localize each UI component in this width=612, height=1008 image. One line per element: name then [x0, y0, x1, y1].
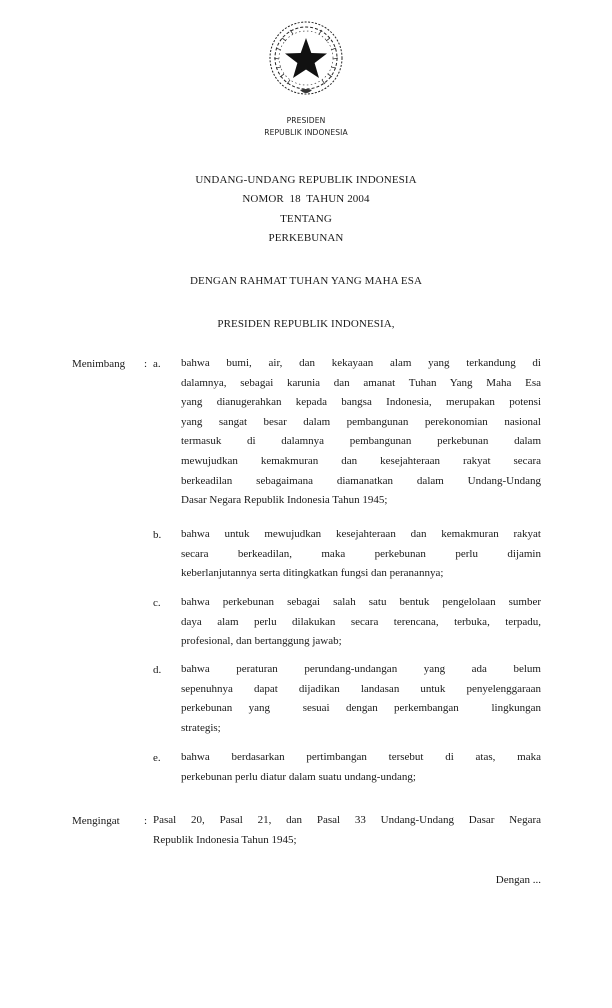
law-about: TENTANG — [280, 213, 332, 225]
menimbang-colon: : — [144, 358, 148, 370]
menimbang-item-c — [181, 593, 541, 652]
law-title: UNDANG-UNDANG REPUBLIK INDONESIA — [195, 174, 417, 186]
text-line: bahwa perkebunan sebagai salah satu bentuk pengelolaan sumber — [181, 596, 541, 608]
header-president: PRESIDEN — [286, 116, 326, 125]
text-line: yang dianugerahkan kepada bangsa Indonesia, merupakan potensi — [181, 396, 541, 409]
text-line: daya alam perlu dilakukan secara terencana, terbuka, terpadu, — [181, 615, 541, 628]
item-marker-a: a. — [153, 358, 161, 370]
text-line: perkebunan yang sesuai dengan perkembangan lingkungan — [181, 702, 541, 715]
menimbang-label: Menimbang — [72, 358, 126, 370]
invocation: DENGAN RAHMAT TUHAN YANG MAHA ESA — [190, 275, 422, 287]
item-marker-b: b. — [153, 529, 162, 541]
text-line: Republik Indonesia Tahun 1945; — [153, 833, 297, 846]
text-line: berkeadilan sebagaimana diamanatkan dalam Undang-Undang — [181, 474, 541, 487]
mengingat-label: Mengingat — [72, 815, 120, 827]
text-line: Dasar Negara Republik Indonesia Tahun 1945; — [181, 494, 388, 507]
law-number: NOMOR 18 TAHUN 2004 — [242, 193, 370, 205]
state-emblem — [266, 18, 346, 100]
text-line: strategis; — [181, 721, 221, 734]
text-line: termasuk di dalamnya pembangunan perkebunan dalam — [181, 435, 541, 448]
menimbang-item-b — [181, 525, 541, 584]
menimbang-item-a — [181, 354, 541, 511]
enactor: PRESIDEN REPUBLIK INDONESIA, — [217, 318, 395, 330]
text-line: perkebunan perlu diatur dalam suatu undang-undang; — [181, 770, 416, 783]
text-line: secara berkeadilan, maka perkebunan perlu dijamin — [181, 547, 541, 560]
continuation-text: Dengan ... — [495, 874, 541, 886]
item-marker-e: e. — [153, 752, 161, 764]
star-wreath-icon — [266, 18, 346, 100]
text-line: bahwa berdasarkan pertimbangan tersebut di atas, maka — [181, 751, 541, 763]
mengingat-colon: : — [144, 815, 148, 827]
text-line: yang sangat besar dalam pembangunan perekonomian nasional — [181, 415, 541, 428]
text-line: Pasal 20, Pasal 21, dan Pasal 33 Undang-Undang Dasar Negara — [153, 814, 541, 826]
text-line: dalamnya, sebagai karunia dan amanat Tuhan Yang Maha Esa — [181, 376, 541, 389]
text-line: bahwa untuk mewujudkan kesejahteraan dan kemakmuran rakyat — [181, 528, 541, 540]
text-line: bahwa bumi, air, dan kekayaan alam yang terkandung di — [181, 357, 541, 369]
law-subject: PERKEBUNAN — [268, 232, 344, 244]
mengingat-text — [153, 811, 541, 850]
item-marker-c: c. — [153, 597, 161, 609]
menimbang-item-e — [181, 748, 541, 787]
text-line: keberlanjutannya serta ditingkatkan fungsi dan peranannya; — [181, 567, 444, 580]
text-line: sepenuhnya dapat dijadikan landasan untuk penyelenggaraan — [181, 682, 541, 695]
text-line: bahwa peraturan perundang-undangan yang ada belum — [181, 663, 541, 675]
menimbang-item-d — [181, 660, 541, 738]
header-republic: REPUBLIK INDONESIA — [264, 128, 348, 137]
item-marker-d: d. — [153, 664, 162, 676]
text-line: mewujudkan kemakmuran dan kesejahteraan rakyat secara — [181, 454, 541, 467]
text-line: profesional, dan bertanggung jawab; — [181, 635, 342, 648]
